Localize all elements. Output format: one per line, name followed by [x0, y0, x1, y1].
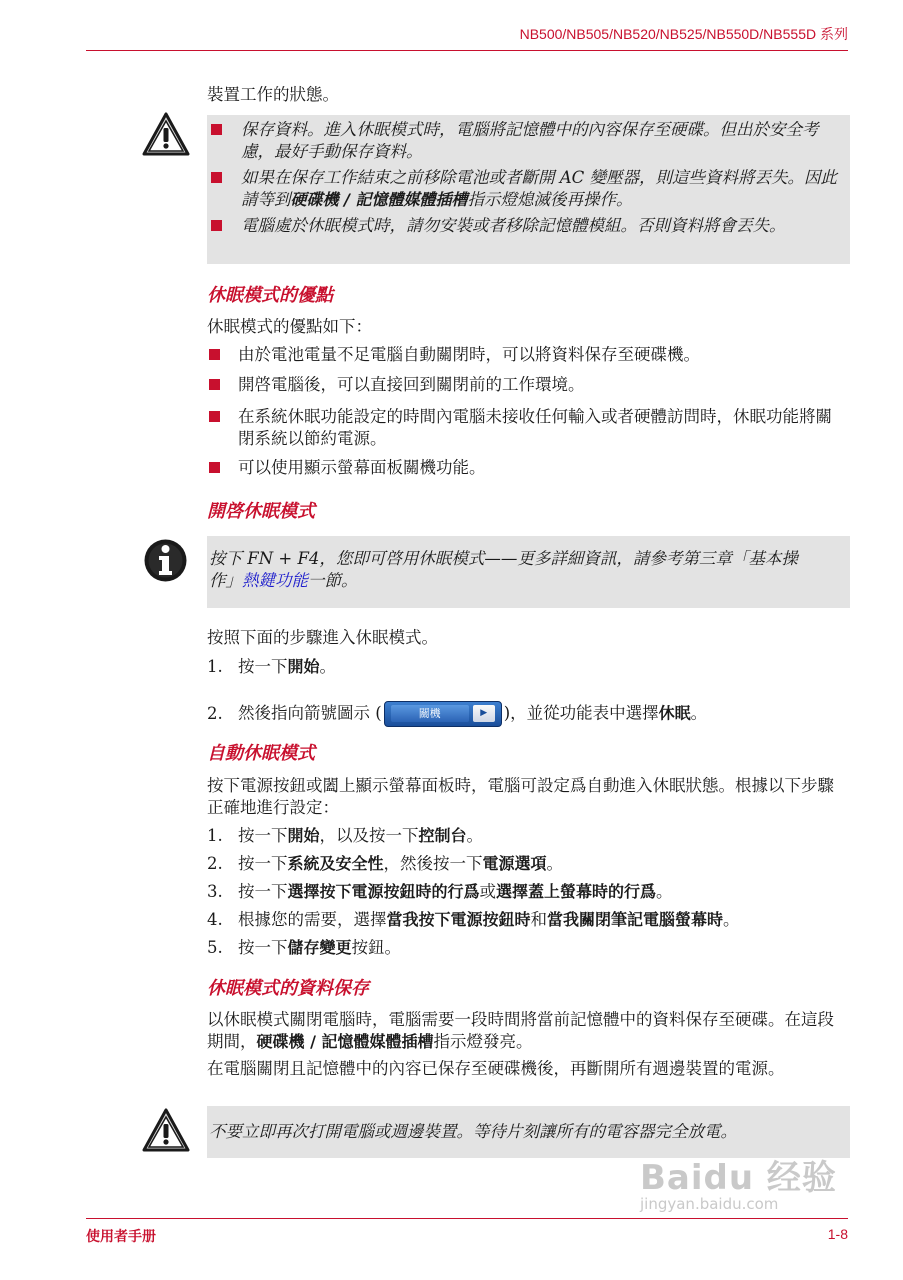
watermark: [640, 1150, 850, 1213]
auto-step: 1. 按一下開始，以及按一下控制台。: [207, 826, 484, 845]
bullet-square: [209, 411, 220, 422]
header-rule: [86, 50, 848, 51]
hotkey-link[interactable]: 熱鍵功能: [242, 571, 308, 590]
save-para-2: 在電腦關閉且記憶體中的內容已保存至硬碟機後，再斷開所有週邊裝置的電源。: [207, 1059, 785, 1078]
bullet-square: [209, 349, 220, 360]
bullet-square: [211, 220, 222, 231]
auto-step: 4. 根據您的需要，選擇當我按下電源按鈕時和當我關閉筆記電腦螢幕時。: [207, 910, 740, 929]
arrow-icon[interactable]: ▶: [473, 705, 495, 722]
watermark-url: jingyan.baidu.com: [640, 1195, 779, 1213]
heading-save: 休眠模式的資料保存: [207, 978, 369, 999]
header-series: NB500/NB505/NB520/NB525/NB550D/NB555D 系列: [519, 26, 848, 42]
warning-item: 如果在保存工作結束之前移除電池或者斷開 AC 變壓器，則這些資料將丟失。因此請等到硬碟機 / 記憶體媒體插槽指示燈熄滅後再操作。: [207, 167, 850, 211]
auto-step: 5. 按一下儲存變更按鈕。: [207, 938, 402, 957]
auto-step: 3. 按一下選擇按下電源按鈕時的行爲或選擇蓋上螢幕時的行爲。: [207, 882, 673, 901]
list-item: 在系統休眠功能設定的時間內電腦未接收任何輸入或者硬體訪問時，休眠功能將關閉系統以節約電源。: [207, 406, 847, 450]
warning-box-1: [207, 115, 850, 264]
info-text: 按下 FN + F4，您即可啓用休眠模式——更多詳細資訊，請參考第三章「基本操作」熱鍵功能一節。: [209, 549, 798, 590]
info-box: [207, 536, 850, 608]
list-item: 可以使用顯示螢幕面板關機功能。: [207, 457, 847, 479]
steps-intro: 按照下面的步驟進入休眠模式。: [207, 628, 438, 647]
warning-item: 保存資料。進入休眠模式時，電腦將記憶體中的內容保存至硬碟。但出於安全考慮，最好手動保存資料。: [207, 119, 850, 163]
enable-step-1: 1. 按一下開始。: [207, 657, 337, 676]
shutdown-button[interactable]: [384, 701, 502, 727]
bullet-square: [211, 124, 222, 135]
warning-icon: [141, 111, 191, 157]
shutdown-button-label: 關機: [391, 705, 469, 722]
page-number: 1-8: [827, 1226, 848, 1242]
warning-text: 不要立即再次打開電腦或週邊裝置。等待片刻讓所有的電容器完全放電。: [209, 1122, 737, 1141]
warning-icon: [141, 1107, 191, 1153]
bullet-square: [211, 172, 222, 183]
auto-step: 2. 按一下系統及安全性，然後按一下電源選項。: [207, 854, 564, 873]
bullet-square: [209, 462, 220, 473]
list-item: 開啓電腦後，可以直接回到關閉前的工作環境。: [207, 374, 847, 396]
heading-benefits: 休眠模式的優點: [207, 285, 333, 306]
info-icon: [143, 538, 188, 583]
warning-item: 電腦處於休眠模式時，請勿安裝或者移除記憶體模組。否則資料將會丟失。: [207, 215, 850, 237]
watermark-logo: Baidu 经验: [640, 1158, 837, 1198]
list-item: 由於電池電量不足電腦自動關閉時，可以將資料保存至硬碟機。: [207, 344, 847, 366]
save-para-1: 以休眠模式關閉電腦時，電腦需要一段時間將當前記憶體中的資料保存至硬碟。在這段期間，硬碟機 / 記憶體媒體插槽指示燈發亮。: [207, 1010, 834, 1051]
bullet-square: [209, 379, 220, 390]
footer-rule: [86, 1218, 848, 1219]
enable-step-2: 2. 然後指向箭號圖示 ( 關機 ▶ )，並從功能表中選擇休眠。: [207, 701, 847, 727]
auto-intro: 按下電源按鈕或闔上顯示螢幕面板時，電腦可設定爲自動進入休眠狀態。根據以下步驟正確地進行設定：: [207, 776, 834, 817]
heading-enable: 開啓休眠模式: [207, 501, 315, 522]
footer-title: 使用者手册: [86, 1228, 156, 1244]
intro-line: 裝置工作的狀態。: [207, 85, 339, 104]
heading-auto: 自動休眠模式: [207, 743, 315, 764]
benefits-intro: 休眠模式的優點如下：: [207, 317, 372, 336]
